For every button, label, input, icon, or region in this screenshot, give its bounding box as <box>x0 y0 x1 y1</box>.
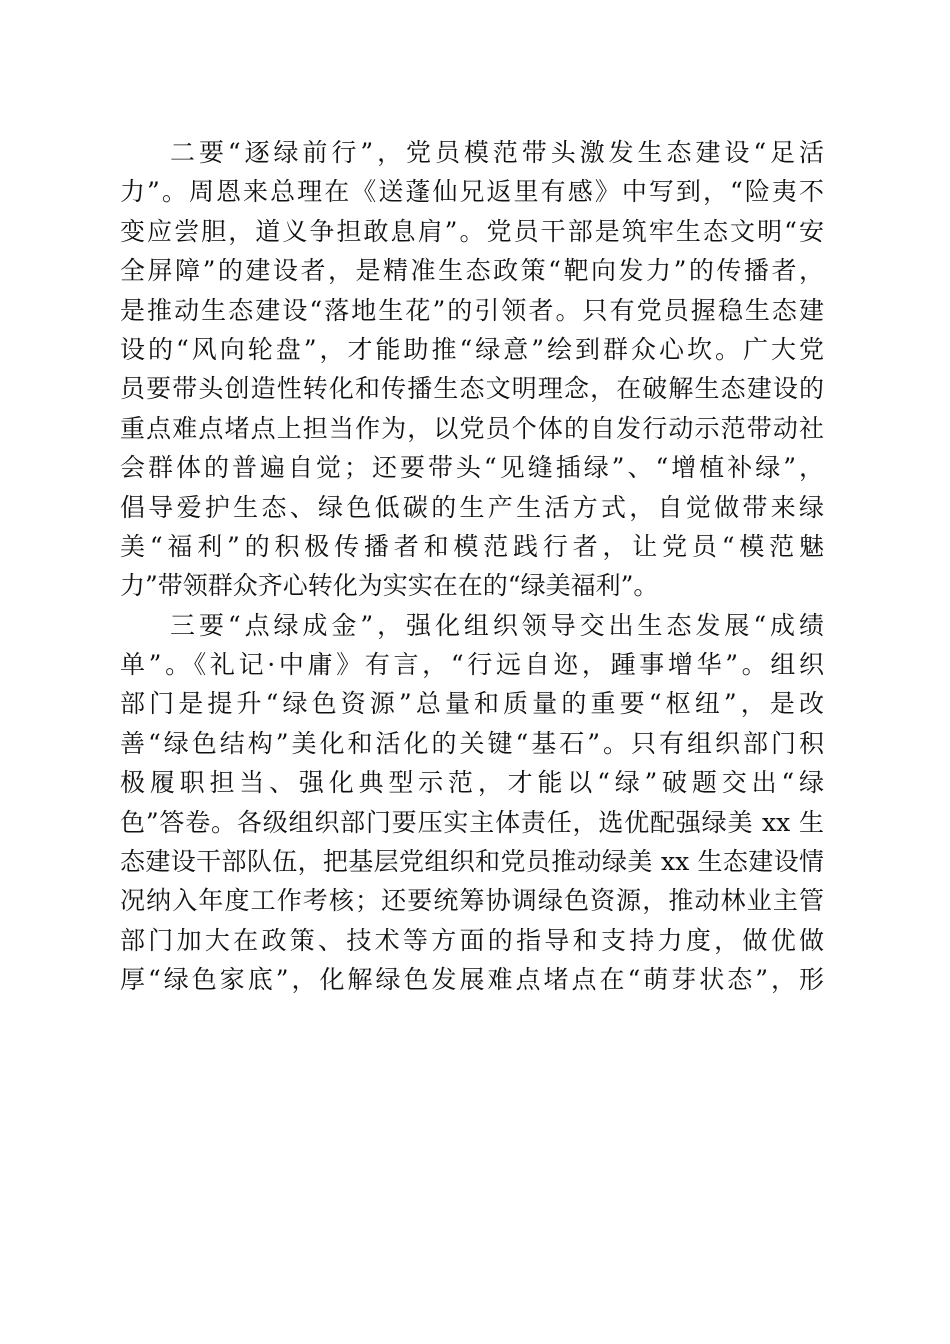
paragraph-line: 是推动生态建设“落地生花”的引领者。只有党员握稳生态建 <box>120 295 824 325</box>
paragraph-line: 全屏障”的建设者，是精准生态政策“靶向发力”的传播者， <box>120 256 824 286</box>
paragraph-line: 重点难点堵点上担当作为，以党员个体的自发行动示范带动社 <box>120 413 824 443</box>
paragraph-line: 部门是提升“绿色资源”总量和质量的重要“枢纽”，是改 <box>120 689 825 719</box>
paragraph-line: 设的“风向轮盘”，才能助推“绿意”绘到群众心坎。广大党 <box>120 334 824 364</box>
paragraph-line: 三要“点绿成金”，强化组织领导交出生态发展“成绩 <box>170 610 824 640</box>
paragraph-line: 倡导爱护生态、绿色低碳的生产生活方式，自觉做带来绿 <box>120 492 824 522</box>
body-text <box>120 133 824 1000</box>
paragraph-line: 色”答卷。各级组织部门要压实主体责任，选优配强绿美 xx 生 <box>120 807 824 837</box>
paragraph-line: 极履职担当、强化典型示范，才能以“绿”破题交出“绿 <box>120 768 824 798</box>
paragraph-line: 力”带领群众齐心转化为实实在在的“绿美福利”。 <box>120 571 659 601</box>
paragraph-line: 况纳入年度工作考核；还要统筹协调绿色资源，推动林业主管 <box>120 886 824 916</box>
paragraph-line: 美“福利”的积极传播者和模范践行者，让党员“模范魅 <box>120 531 824 561</box>
paragraph-2 <box>120 133 824 606</box>
paragraph-3 <box>120 606 824 1000</box>
paragraph-line: 力”。周恩来总理在《送蓬仙兄返里有感》中写到，“险夷不 <box>120 177 824 207</box>
paragraph-line: 员要带头创造性转化和传播生态文明理念，在破解生态建设的 <box>120 374 824 404</box>
paragraph-line: 二要“逐绿前行”，党员模范带头激发生态建设“足活 <box>170 138 824 167</box>
paragraph-line: 厚“绿色家底”，化解绿色发展难点堵点在“萌芽状态”，形 <box>120 965 824 995</box>
paragraph-line: 态建设干部队伍，把基层党组织和党员推动绿美 xx 生态建设情 <box>120 847 824 877</box>
paragraph-line: 单”。《礼记·中庸》有言，“行远自迩，踵事增华”。组织 <box>120 650 824 680</box>
paragraph-line: 会群体的普遍自觉；还要带头“见缝插绿”、“增植补绿”， <box>120 453 824 483</box>
paragraph-line: 部门加大在政策、技术等方面的指导和支持力度，做优做 <box>120 925 824 955</box>
paragraph-line: 变应尝胆，道义争担敢息肩”。党员干部是筑牢生态文明“安 <box>120 216 824 246</box>
paragraph-line: 善“绿色结构”美化和活化的关键“基石”。只有组织部门积 <box>120 728 824 758</box>
